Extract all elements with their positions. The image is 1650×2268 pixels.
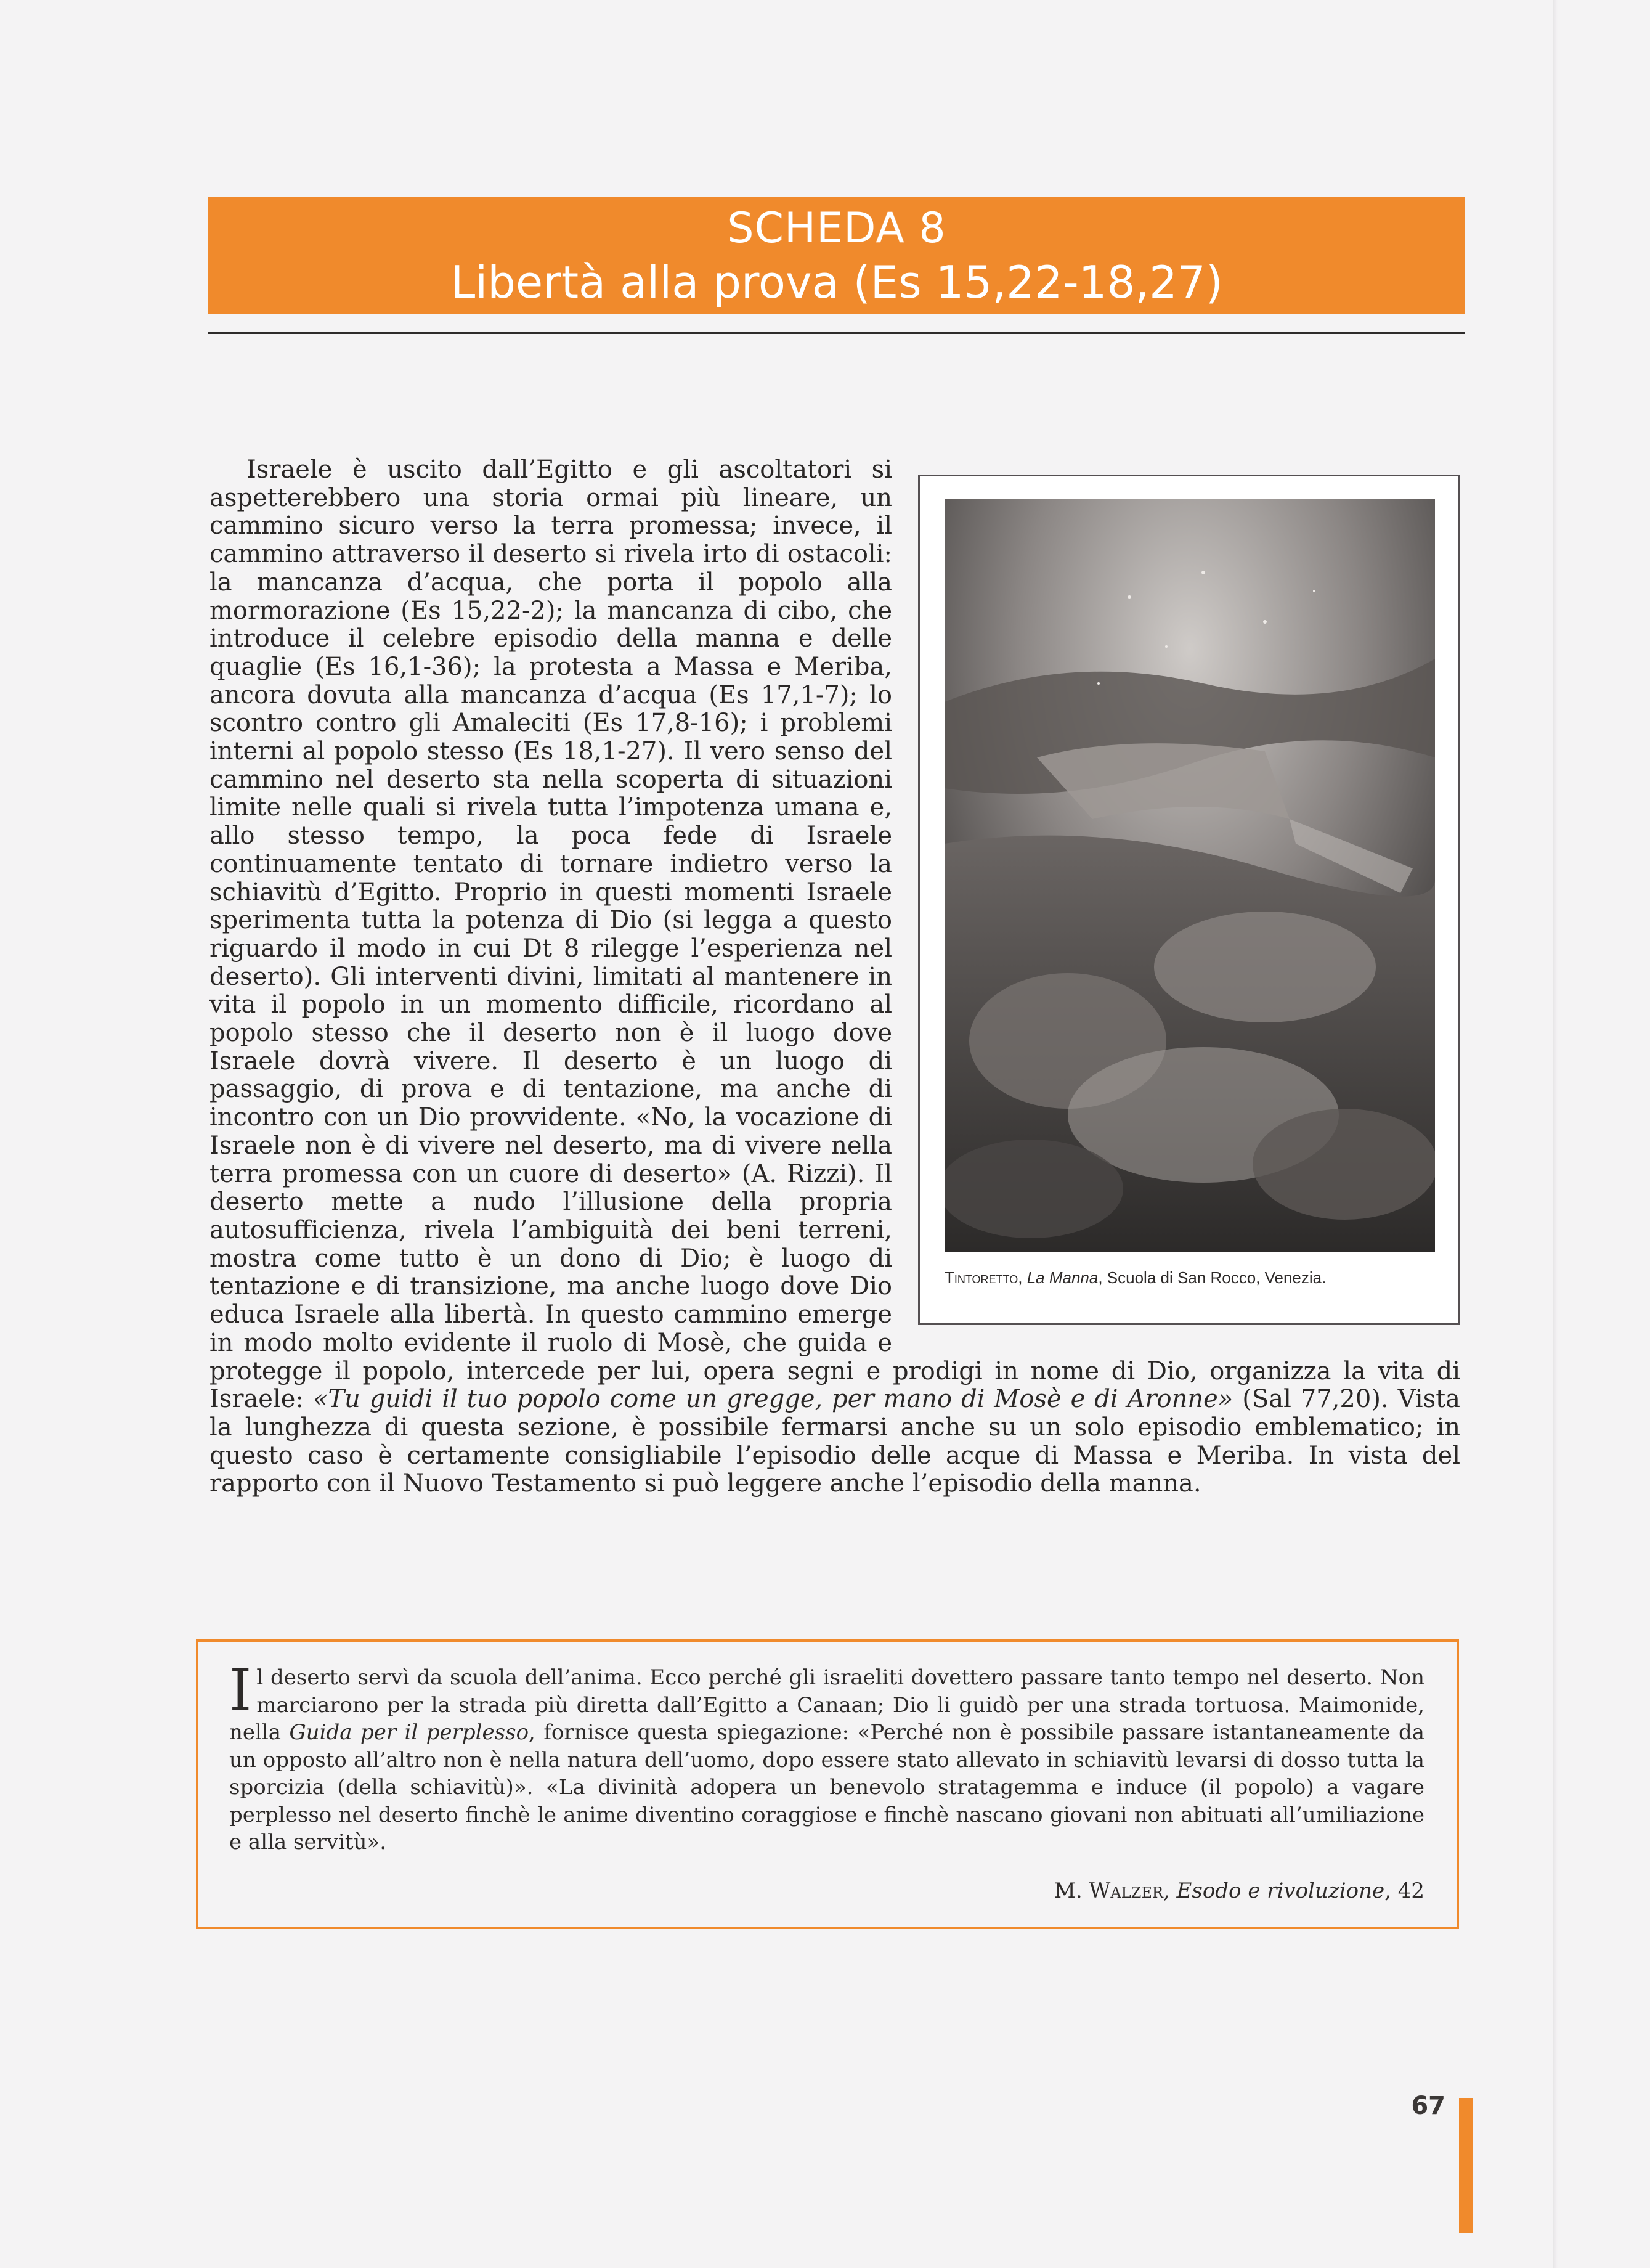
quote-source-page: , 42 [1384,1878,1424,1903]
caption-artwork: La Manna [1026,1268,1099,1287]
quote-source-title: Esodo e rivoluzione [1176,1878,1385,1903]
page-number-bar [1459,2098,1473,2233]
scheda-label: SCHEDA 8 [727,204,946,253]
caption-location: , Scuola di San Rocco, Venezia. [1098,1268,1327,1287]
body-text-start: Israele è uscito dall’Egitto e gli ascoltatori si aspetterebbero una storia ormai più lineare, un cammino sicuro verso la terra promessa; invece, il cammino attraverso il deserto si rivela irto di ostacoli: la mancanza d’acqua, che porta il popolo alla mormorazione (Es 15,22-2); la mancanza di cibo, che introduce il celebre episodio della manna e delle quaglie (Es 16,1-36); la protesta a Massa e Meriba, ancora dovuta alla mancanza d’acqua (Es 17,1-7); lo scontro contro gli Amaleciti (Es 17,8-16); i problemi interni al popolo stesso (Es 18,1-27). Il vero senso del cammino nel deserto sta nella scoperta di situazioni limite nelle quali si rivela tutta l’impotenza umana e, allo stesso tempo, la poca fede di Israele continuamente tentato di tornare indietro verso la schiavitù d’Egitto. Proprio in questi momenti Israele sperimenta tutta la potenza di Dio (si legga a questo riguardo il modo in cui Dt 8 rilegge l’esperienza nel deserto). Gli interventi divini, limitati al mantenere in vita il popolo in un momento difficile, ricordano al popolo stesso che il deserto non è il luogo dove Israele dovrà vivere. Il deserto è un luogo di passaggio, di prova e di tentazione, ma anche di incontro con un Dio provvidente. «No, la vocazione di Israele non è di vivere nel deserto, ma di vivere nella terra promessa con un cuore di deserto» (A. Rizzi). Il deserto mette a nudo l’illusione della propria autosufficienza, rivela l’ambiguità dei beni terreni, mostra come tutto è un dono di Dio; è luogo di tentazione e di transizione, ma anche luogo dove Dio educa Israele alla libertà. In questo cammino emerge in modo molto evidente il ruolo di Mosè, che guida e protegge il popolo, intercede per lui, opera segni e prodigi in nome di Dio, organizza la vita di Israele: [209,455,1460,1414]
page-number: 67 [1411,2092,1445,2120]
quote-source: M. Walzer, Esodo e rivoluzione, 42 [1054,1878,1424,1903]
quote-text-b: , fornisce questa spiegazione: «Perché non è possibile passare istantaneamente da un opposto all’altro non è nella natura dell’uomo, dopo essere stato allevato in schiavitù levarsi di dosso tutta la sporcizia (della schiavitù)». «La divinità adopera un benevolo stratagemma e induce (il popolo) a vagare perplesso nel deserto finchè le anime diventino coraggiose e finchè nascano giovani non abituati all’umiliazione e alla servitù». [229,1720,1424,1854]
quote-book-title: Guida per il perplesso [289,1720,529,1745]
page-title: Libertà alla prova (Es 15,22-18,27) [450,256,1223,308]
body-text-end: (Sal 77,20). Vista la lunghezza di questa sezione, è possibile fermarsi anche su un solo episodio emblematico; in questo caso è certamente consigliabile l’episodio delle acque di Massa e Meriba. In vista del rapporto con il Nuovo Testamento si può leggere anche l’episodio della manna. [209,1385,1461,1498]
painting-image [945,499,1435,1252]
body-column [209,456,1460,1498]
title-banner [208,197,1465,314]
drop-cap: I [229,1657,252,1723]
quote-text-a: l deserto servì da scuola dell’anima. Ecco perché gli israeliti dovettero passare tanto tempo nel deserto. Non marciarono per la strada più diretta dall’Egitto a Canaan; Dio li guidò per una strada tortuosa. Maimonide, nella [229,1665,1424,1745]
page-edge [1553,0,1558,2268]
quote-box [196,1639,1459,1929]
quote-text [229,1657,1424,1856]
psalm-quote: «Tu guidi il tuo popolo come un gregge, per mano di Mosè e di Aronne» [312,1385,1233,1414]
painting-illustration [945,499,1435,1252]
quote-author: M. Walzer [1054,1878,1163,1903]
title-rule [208,332,1465,334]
figure [918,475,1460,1325]
caption-artist: Tintoretto [945,1268,1018,1287]
figure-caption: Tintoretto, La Manna, Scuola di San Rocco, Venezia. [945,1268,1327,1287]
